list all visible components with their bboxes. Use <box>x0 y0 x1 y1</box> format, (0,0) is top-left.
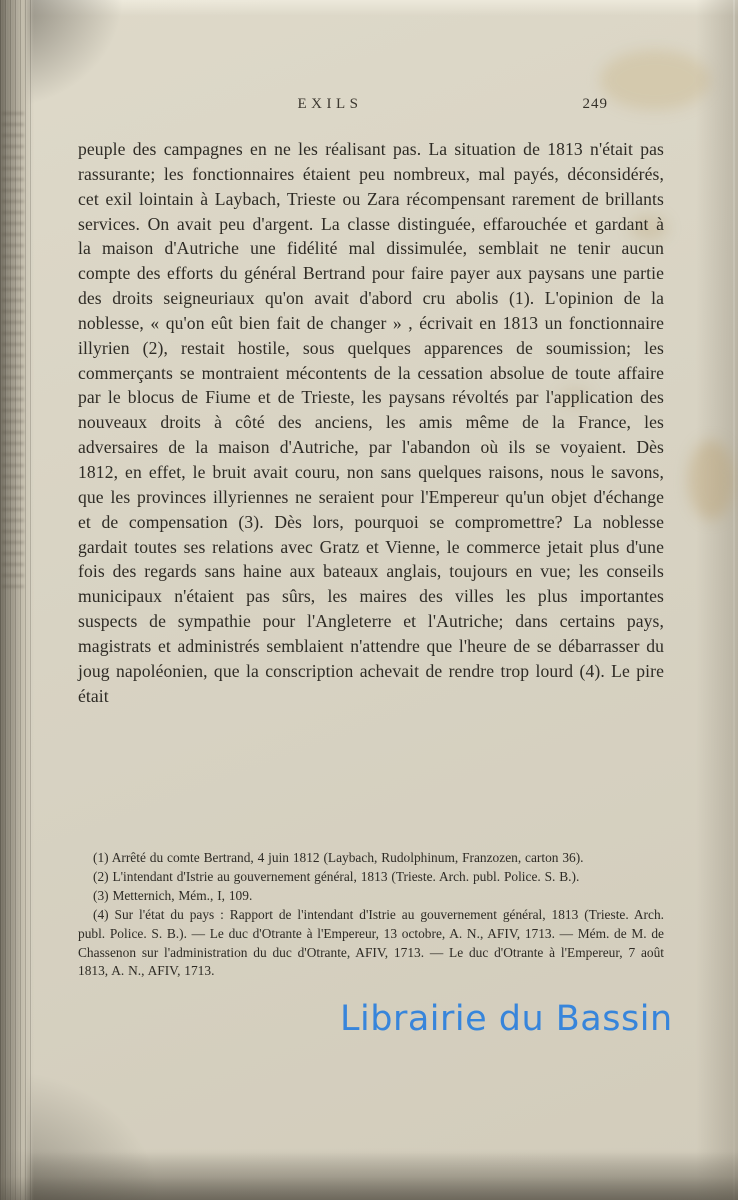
running-title: EXILS <box>297 96 363 112</box>
page-header <box>78 96 664 118</box>
show-through-text <box>2 112 24 592</box>
paper-stain <box>688 440 734 520</box>
footnote-2: (2) L'intendant d'Istrie au gouvernement général, 1813 (Trieste. Arch. publ. Police. S. B.). <box>93 868 580 884</box>
footnote-4: (4) Sur l'état du pays : Rapport de l'intendant d'Istrie au gouvernement général, 1813 (Trieste. Arch. publ. Police. S. B.). — Le duc d'Otrante à l'Empereur, 13 octobre, A. N., AFIV, 1713. — Mém. de M. de Chassenon sur l'administration du duc d'Otrante, AFIV, 1713. — Le duc d'Otrante à l'Empereur, 7 août 1813, A. N., AFIV, 1713. <box>78 906 664 979</box>
page-edge-highlight <box>733 0 735 1200</box>
page-bottom-edge <box>0 1148 738 1200</box>
body-paragraph: peuple des campagnes en ne les réalisant pas. La situation de 1813 n'était pas rassurante; les fonctionnaires étaient peu nombreux, mal payés, déconsidérés, cet exil lointain à Laybach, Trieste ou Zara récompensant rarement de brillants services. On avait peu d'argent. La classe distinguée, effarouchée et gardant à la maison d'Autriche une fidélité mal dissimulée, semblait ne tenir aucun compte des efforts du général Bertrand pour faire payer aux paysans une partie des droits seigneuriaux qu'on avait d'abord cru abolis (1). L'opinion de la noblesse, « qu'on eût bien fait de changer » , écrivait en 1813 un fonctionnaire illyrien (2), restait hostile, sous quelques apparences de soumission; les commerçants se montraient mécontents de la cessation absolue de toute affaire par le blocus de Fiume et de Trieste, les paysans révoltés par l'application des nouveaux droits à côté des anciens, les amis même de la France, les adversaires de la maison d'Autriche, par l'abandon où ils se voyaient. Dès 1812, en effet, le bruit avait couru, non sans quelques raisons, nous le savons, que les provinces illyriennes ne seraient pour l'Empereur qu'un objet d'échange et de compensation (3). Dès lors, pourquoi se compromettre? La noblesse gardait toutes ses relations avec Gratz et Vienne, le commerce jetait plus d'une fois des regards sans haine aux bateaux anglais, toujours en vue; les conseils municipaux n'étaient pas sûrs, les maires des villes les plus importantes suspects de sympathie pour l'Angleterre et l'Autriche; dans certains pays, magistrats et administrés semblaient n'attendre que l'heure de se débarrasser du joug napoléonien, que la conscription achevait de rendre trop lourd (4). Le pire était <box>78 139 664 706</box>
watermark-text: Librairie du Bassin <box>340 999 673 1039</box>
footnotes-block <box>78 849 664 981</box>
page-number: 249 <box>582 96 608 112</box>
footnote-3: (3) Metternich, Mém., I, 109. <box>93 887 253 903</box>
footnote-1: (1) Arrêté du comte Bertrand, 4 juin 1812 (Laybach, Rudolphinum, Franzozen, carton 36). <box>93 850 584 865</box>
